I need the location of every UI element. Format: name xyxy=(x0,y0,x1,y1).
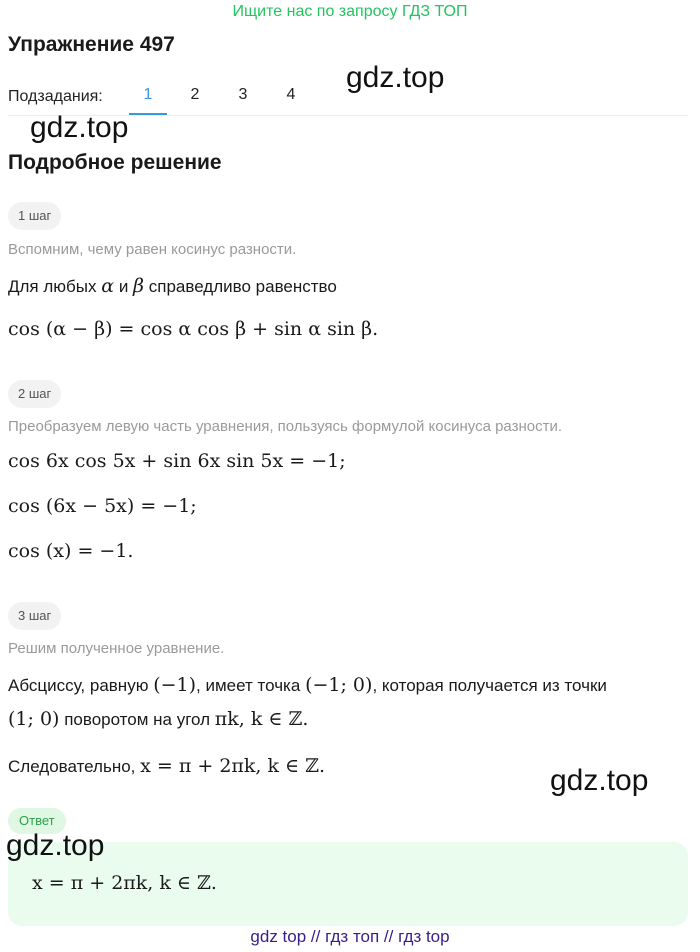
math-inline: (1; 0) xyxy=(8,708,60,730)
text-segment: и xyxy=(118,277,129,296)
math-formula: cos 6x cos 5x + sin 6x sin 5x = −1; xyxy=(8,450,346,472)
answer-formula: x = π + 2πk, k ∈ ℤ. xyxy=(32,872,217,894)
math-inline: x = π + 2πk, k ∈ ℤ. xyxy=(140,755,326,777)
subtasks-label: Подзадания: xyxy=(8,88,103,105)
text-segment: справедливо равенство xyxy=(148,277,337,296)
tab-subtask-2[interactable]: 2 xyxy=(190,86,200,103)
math-formula: cos (6x − 5x) = −1; xyxy=(8,495,197,517)
text-segment: Абсциссу, равную xyxy=(8,676,149,695)
math-inline: πk, k ∈ ℤ. xyxy=(214,708,309,730)
step-text xyxy=(8,674,607,696)
step-text xyxy=(8,755,325,777)
answer-badge: Ответ xyxy=(8,808,66,834)
step-text xyxy=(8,275,337,297)
text-segment: , имеет точка xyxy=(196,676,301,695)
math-alpha: α xyxy=(101,275,115,297)
math-formula: cos (x) = −1. xyxy=(8,540,134,562)
math-formula: cos (α − β) = cos α cos β + sin α sin β. xyxy=(8,318,379,340)
watermark: gdz.top xyxy=(346,61,445,94)
math-inline: (−1; 0) xyxy=(305,674,373,696)
tab-subtask-3[interactable]: 3 xyxy=(238,86,248,103)
text-segment: Следовательно, xyxy=(8,757,136,776)
step-badge: 3 шаг xyxy=(8,602,61,630)
text-segment: поворотом на угол xyxy=(64,710,211,729)
watermark: gdz.top xyxy=(30,111,129,144)
step-badge: 1 шаг xyxy=(8,202,61,230)
step-badge: 2 шаг xyxy=(8,380,61,408)
text-segment: Для любых xyxy=(8,277,97,296)
text-segment: , которая получается из точки xyxy=(372,676,607,695)
watermark: gdz.top xyxy=(6,829,105,862)
math-beta: β xyxy=(133,275,145,297)
math-inline: (−1) xyxy=(153,674,197,696)
watermark: gdz.top xyxy=(550,764,649,797)
top-banner: Ищите нас по запросу ГДЗ ТОП xyxy=(232,3,468,20)
step-hint: Преобразуем левую часть уравнения, пользуясь формулой косинуса разности. xyxy=(8,418,563,435)
tab-subtask-4[interactable]: 4 xyxy=(286,86,296,103)
footer-text: gdz top // гдз топ // гдз top xyxy=(250,927,450,946)
tab-subtask-1[interactable]: 1 xyxy=(143,86,153,103)
step-text xyxy=(8,708,308,730)
step-hint: Вспомним, чему равен косинус разности. xyxy=(8,241,297,258)
step-hint: Решим полученное уравнение. xyxy=(8,640,225,657)
section-title: Подробное решение xyxy=(8,151,222,174)
page-title: Упражнение 497 xyxy=(8,33,175,56)
